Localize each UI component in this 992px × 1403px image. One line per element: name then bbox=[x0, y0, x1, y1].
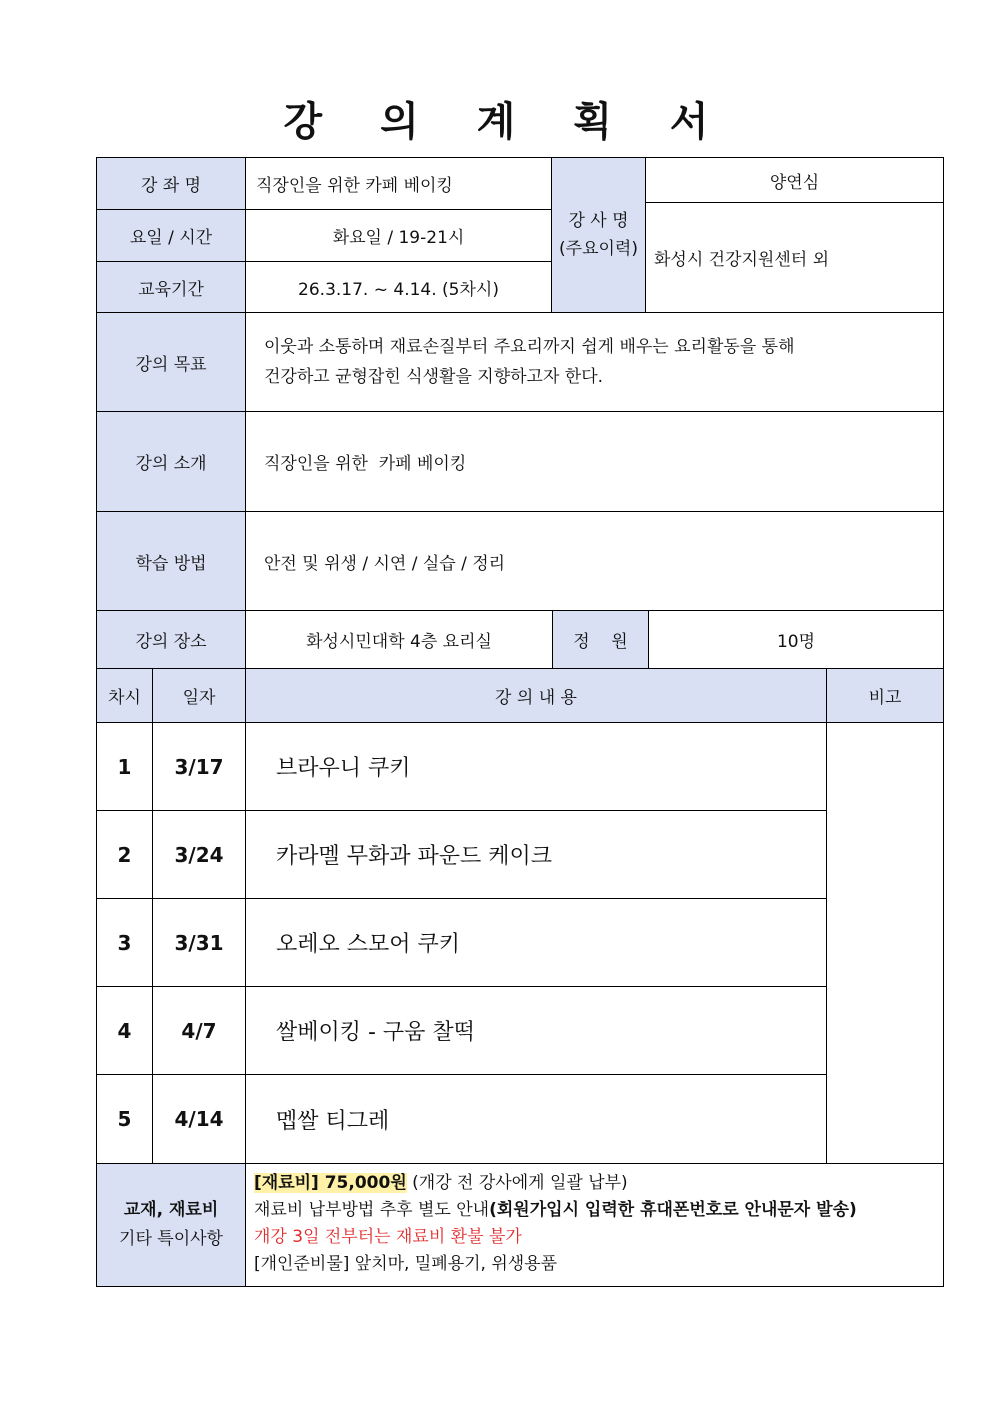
payment-notice: (회원가입시 입력한 휴대폰번호로 안내문자 발송) bbox=[489, 1200, 857, 1220]
notes-label-line2: 기타 특이사항 bbox=[119, 1229, 223, 1249]
schedule-header-session: 차시 bbox=[96, 668, 153, 723]
period-value: 26.3.17. ~ 4.14. (5차시) bbox=[245, 261, 552, 313]
goal-line-2: 건강하고 균형잡힌 식생활을 지향하고자 한다. bbox=[264, 367, 604, 387]
goal-line-1: 이웃과 소통하며 재료손질부터 주요리까지 쉽게 배우는 요리활동을 통해 bbox=[264, 337, 795, 357]
schedule-row-1-content: 브라우니 쿠키 bbox=[245, 722, 827, 811]
capacity-label: 정 원 bbox=[552, 610, 649, 669]
fee-detail: (개강 전 강사에게 일괄 납부) bbox=[406, 1173, 628, 1193]
day-time-value: 화요일 / 19-21시 bbox=[245, 209, 552, 262]
schedule-row-5-content: 멥쌀 티그레 bbox=[245, 1074, 827, 1164]
period-label: 교육기간 bbox=[96, 261, 246, 313]
schedule-row-4-content: 쌀베이킹 - 구움 찰떡 bbox=[245, 986, 827, 1075]
notes-prepare-line: [개인준비물] 앞치마, 밀폐용기, 위생용품 bbox=[254, 1254, 558, 1274]
schedule-header-remarks: 비고 bbox=[826, 668, 944, 723]
course-name-value: 직장인을 위한 카페 베이킹 bbox=[245, 157, 552, 210]
notes-label-line1: 교재, 재료비 bbox=[123, 1200, 219, 1220]
schedule-row-3-content: 오레오 스모어 쿠키 bbox=[245, 898, 827, 987]
place-value: 화성시민대학 4층 요리실 bbox=[245, 610, 553, 669]
goal-value bbox=[245, 312, 944, 412]
schedule-remarks-cell bbox=[826, 722, 944, 1164]
schedule-row-4-date: 4/7 bbox=[152, 986, 246, 1075]
schedule-row-5-date: 4/14 bbox=[152, 1074, 246, 1164]
schedule-row-3-session: 3 bbox=[96, 898, 153, 987]
method-value: 안전 및 위생 / 시연 / 실습 / 정리 bbox=[245, 511, 944, 611]
method-label: 학습 방법 bbox=[96, 511, 246, 611]
schedule-header-content: 강 의 내 용 bbox=[245, 668, 827, 723]
fee-highlight: [재료비] 75,000원 bbox=[254, 1173, 407, 1193]
instructor-label-line2: (주요이력) bbox=[559, 239, 638, 259]
schedule-row-4-session: 4 bbox=[96, 986, 153, 1075]
goal-label: 강의 목표 bbox=[96, 312, 246, 412]
notes-fee-line bbox=[254, 1170, 943, 1197]
schedule-header-date: 일자 bbox=[152, 668, 246, 723]
notes-refund-line: 개강 3일 전부터는 재료비 환불 불가 bbox=[254, 1227, 522, 1247]
page-title: 강 의 계 획 서 bbox=[283, 99, 731, 145]
schedule-row-5-session: 5 bbox=[96, 1074, 153, 1164]
capacity-value: 10명 bbox=[648, 610, 944, 669]
instructor-name-value: 양연심 bbox=[645, 157, 944, 203]
course-name-label: 강 좌 명 bbox=[96, 157, 246, 210]
notes-value bbox=[245, 1163, 944, 1287]
intro-label: 강의 소개 bbox=[96, 411, 246, 512]
schedule-row-3-date: 3/31 bbox=[152, 898, 246, 987]
payment-method: 재료비 납부방법 추후 별도 안내 bbox=[254, 1200, 490, 1220]
day-time-label: 요일 / 시간 bbox=[96, 209, 246, 262]
place-label: 강의 장소 bbox=[96, 610, 246, 669]
schedule-row-2-session: 2 bbox=[96, 810, 153, 899]
schedule-row-2-content: 카라멜 무화과 파운드 케이크 bbox=[245, 810, 827, 899]
instructor-career-value: 화성시 건강지원센터 외 bbox=[645, 202, 944, 313]
schedule-row-1-session: 1 bbox=[96, 722, 153, 811]
schedule-row-2-date: 3/24 bbox=[152, 810, 246, 899]
notes-payment-line bbox=[254, 1197, 943, 1224]
instructor-label-line1: 강 사 명 bbox=[568, 211, 629, 231]
instructor-label bbox=[551, 157, 646, 313]
notes-label bbox=[96, 1163, 246, 1287]
intro-value: 직장인을 위한 카페 베이킹 bbox=[245, 411, 944, 512]
schedule-row-1-date: 3/17 bbox=[152, 722, 246, 811]
